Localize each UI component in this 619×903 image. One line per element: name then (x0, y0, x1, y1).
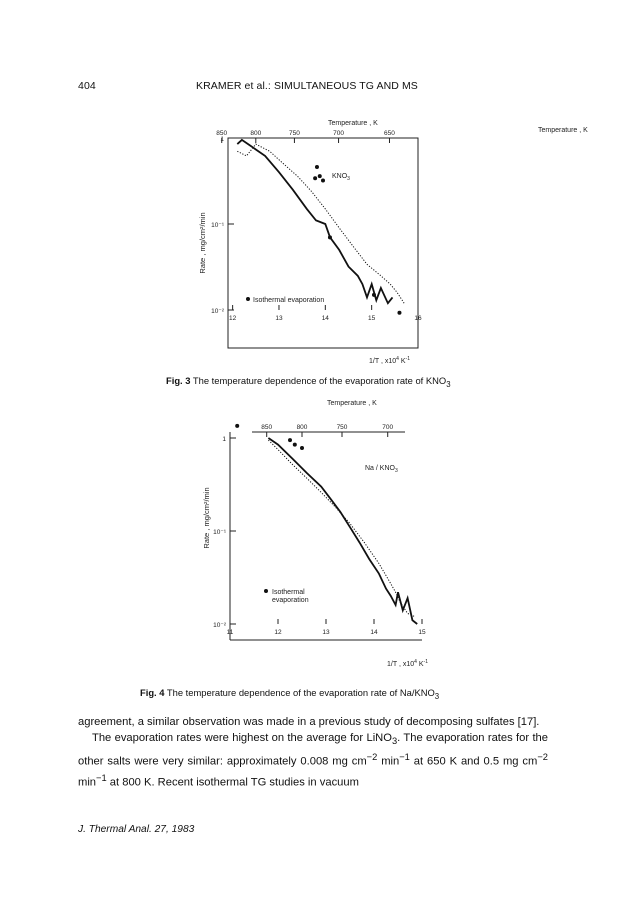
y-tick-label: 10⁻² (211, 308, 224, 315)
x-tick-label: 15 (368, 315, 376, 322)
top-tick-label: 750 (288, 130, 300, 137)
figure3-caption-label: Fig. 3 (166, 375, 191, 386)
figure3-chart (170, 118, 588, 368)
top-tick-label: 700 (333, 130, 344, 137)
top-tick-label: 650 (384, 130, 395, 137)
x-tick-label: 16 (414, 315, 422, 322)
page-number: 404 (78, 80, 96, 92)
x-tick-label: 13 (275, 315, 283, 322)
figure3-caption-text: The temperature dependence of the evaporation rate of KNO (192, 375, 447, 386)
top-tick-label: 850 (216, 130, 228, 137)
journal-footer: J. Thermal Anal. 27, 1983 (78, 824, 195, 835)
p2-text-c: min (377, 755, 400, 768)
p2-sup-4: −1 (96, 772, 107, 783)
dotted-series-line (237, 144, 404, 303)
p2-text-b: . The evaporation rates for the other salts were very similar: approximately 0.008 mg cm (78, 732, 548, 768)
body-text (78, 714, 548, 791)
top-tick-label: 800 (296, 424, 308, 431)
p2-sub: 3 (391, 736, 398, 747)
fig4-plot-frame (230, 432, 422, 640)
fig3-y-axis-label: Rate , mg/cm²/min (198, 212, 207, 274)
figure4-caption (140, 687, 439, 701)
y-tick-label: 10⁻¹ (213, 529, 226, 536)
top-tick-label: 800 (250, 130, 262, 137)
figure3-caption (166, 375, 451, 389)
fig3-x-axis-label: 1/T , $x10^4$ $K^{-1}$ (369, 356, 410, 365)
isothermal-point (321, 179, 325, 183)
x-tick-label: 15 (418, 629, 426, 636)
fig3-top-axis-title: Temperature , K (328, 120, 378, 127)
isothermal-point (288, 438, 292, 442)
p2-text-d: at 650 K and 0.5 mg cm (409, 755, 538, 768)
isothermal-point (397, 311, 401, 315)
top-tick-label: 850 (261, 424, 273, 431)
x-tick-label: 14 (370, 629, 378, 636)
p2-sup-2: −1 (399, 752, 410, 763)
isothermal-point (293, 443, 297, 447)
paragraph-2 (78, 730, 548, 791)
paragraph-1: agreement, a similar observation was made in a previous study of decomposing sulfates [17]. (78, 716, 540, 728)
y-tick-label: 1 (222, 436, 226, 443)
isothermal-point (300, 446, 304, 450)
fig3-legend-text: Isothermal evaporation (253, 297, 325, 304)
figure4-caption-sub: 3 (434, 691, 440, 701)
isothermal-point (235, 424, 239, 428)
fig4-legend-marker (264, 589, 268, 593)
p2-text-a: The evaporation rates were highest on the average for LiNO (92, 732, 392, 744)
p2-sup-1: −2 (366, 752, 378, 763)
fig4-y-axis-label: Rate , mg/cm²/min (202, 487, 211, 549)
top-tick-label: 750 (336, 424, 348, 431)
x-tick-label: 12 (274, 629, 282, 636)
x-tick-label: 14 (321, 315, 329, 322)
x-tick-label: 11 (226, 629, 234, 636)
isothermal-point (372, 293, 376, 297)
p2-text-e: min (78, 776, 97, 789)
figure3-caption-sub: 3 (446, 379, 451, 389)
figure4-caption-text: The temperature dependence of the evaporation rate of Na/KNO (166, 687, 435, 698)
x-tick-label: 13 (322, 629, 330, 636)
running-title: KRAMER et al.: SIMULTANEOUS TG AND MS (196, 80, 418, 92)
isothermal-point (318, 174, 322, 178)
fig3-inside-label: $KNO_3$ (332, 173, 350, 182)
y-tick-label: 10⁻² (213, 622, 226, 629)
fig4-legend-text-1: Isothermal (272, 589, 305, 596)
fig3-legend-marker (246, 297, 250, 301)
fig3-top-axis-label: Temperature , K (538, 127, 588, 134)
fig4-x-axis-label: 1/T , $x10^4$ $K^{-1}$ (387, 659, 428, 668)
y-tick-label: 1 (220, 136, 224, 143)
fig4-legend-text-2: evaporation (272, 597, 309, 604)
figure4-chart (190, 398, 450, 678)
fig4-top-axis-title: Temperature , K (327, 400, 377, 407)
x-tick-label: 12 (229, 315, 237, 322)
p2-sup-3: −2 (537, 752, 548, 763)
isothermal-point (315, 165, 319, 169)
fig4-inside-label: Na / $KNO_3$ (365, 465, 398, 474)
isothermal-point (328, 235, 332, 239)
figure4-caption-label: Fig. 4 (140, 687, 165, 698)
isothermal-point (313, 176, 317, 180)
y-tick-label: 10⁻¹ (211, 222, 224, 229)
top-tick-label: 700 (382, 424, 394, 431)
solid-series-line (237, 140, 392, 303)
p2-text-f: at 800 K. Recent isothermal TG studies in vacuum (106, 776, 359, 789)
